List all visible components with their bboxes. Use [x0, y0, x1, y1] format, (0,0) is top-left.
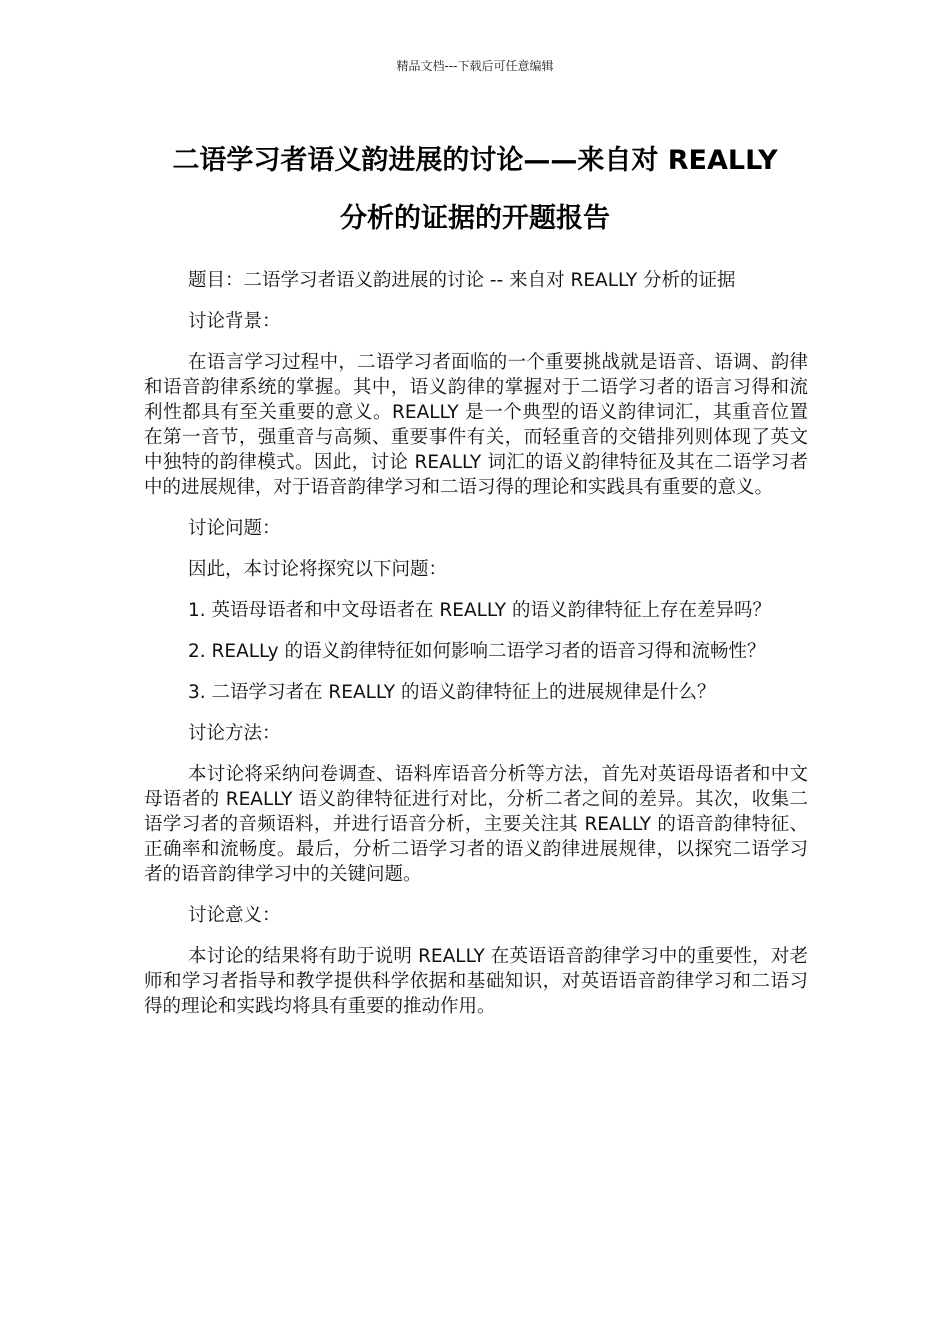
paragraph-significance: 本讨论的结果将有助于说明 REALLY 在英语语音韵律学习中的重要性，对老师和学习者指导和教学提供科学依据和基础知识，对英语语音韵律学习和二语习得的理论和实践均将具有重要的推动作用。: [144, 946, 808, 1017]
header-note: 精品文档---下载后可任意编辑: [396, 59, 554, 73]
title-line-1: 二语学习者语义韵进展的讨论——来自对 REALLY: [172, 145, 778, 176]
question-1: 1. 英语母语者和中文母语者在 REALLY 的语义韵律特征上存在差异吗？: [188, 600, 771, 621]
heading-methods: 讨论方法：: [188, 723, 281, 744]
title-line-2: 分析的证据的开题报告: [340, 203, 610, 234]
paragraph-questions-intro: 因此，本讨论将探究以下问题：: [188, 559, 448, 580]
heading-significance: 讨论意义：: [188, 905, 281, 926]
paragraph-methods: 本讨论将采纳问卷调查、语料库语音分析等方法，首先对英语母语者和中文母语者的 REALLY 语义韵律特征进行对比，分析二者之间的差异。其次，收集二语学习者的音频语料，并进行语音分析，主要关注其 REALLY 的语音韵律特征、正确率和流畅度。最后，分析二语学习者的语义韵律进展规律，以探究二语学习者的语音韵律学习中的关键问题。: [144, 764, 808, 885]
paragraph-topic: 题目：二语学习者语义韵进展的讨论 -- 来自对 REALLY 分析的证据: [188, 270, 736, 291]
heading-questions: 讨论问题：: [188, 518, 281, 539]
question-2: 2. REALLy 的语义韵律特征如何影响二语学习者的语音习得和流畅性？: [188, 641, 766, 662]
heading-background: 讨论背景：: [188, 311, 281, 332]
document-body: [144, 268, 808, 1035]
question-3: 3. 二语学习者在 REALLY 的语义韵律特征上的进展规律是什么？: [188, 682, 716, 703]
paragraph-background: 在语言学习过程中，二语学习者面临的一个重要挑战就是语音、语调、韵律和语音韵律系统的掌握。其中，语义韵律的掌握对于二语学习者的语言习得和流利性都具有至关重要的意义。REALLY 是一个典型的语义韵律词汇，其重音位置在第一音节，强重音与高频、重要事件有关，而轻重音的交错排列则体现了英文中独特的韵律模式。因此，讨论 REALLY 词汇的语义韵律特征及其在二语学习者中的进展规律，对于语音韵律学习和二语习得的理论和实践具有重要的意义。: [144, 352, 808, 498]
document-title: [120, 132, 830, 248]
